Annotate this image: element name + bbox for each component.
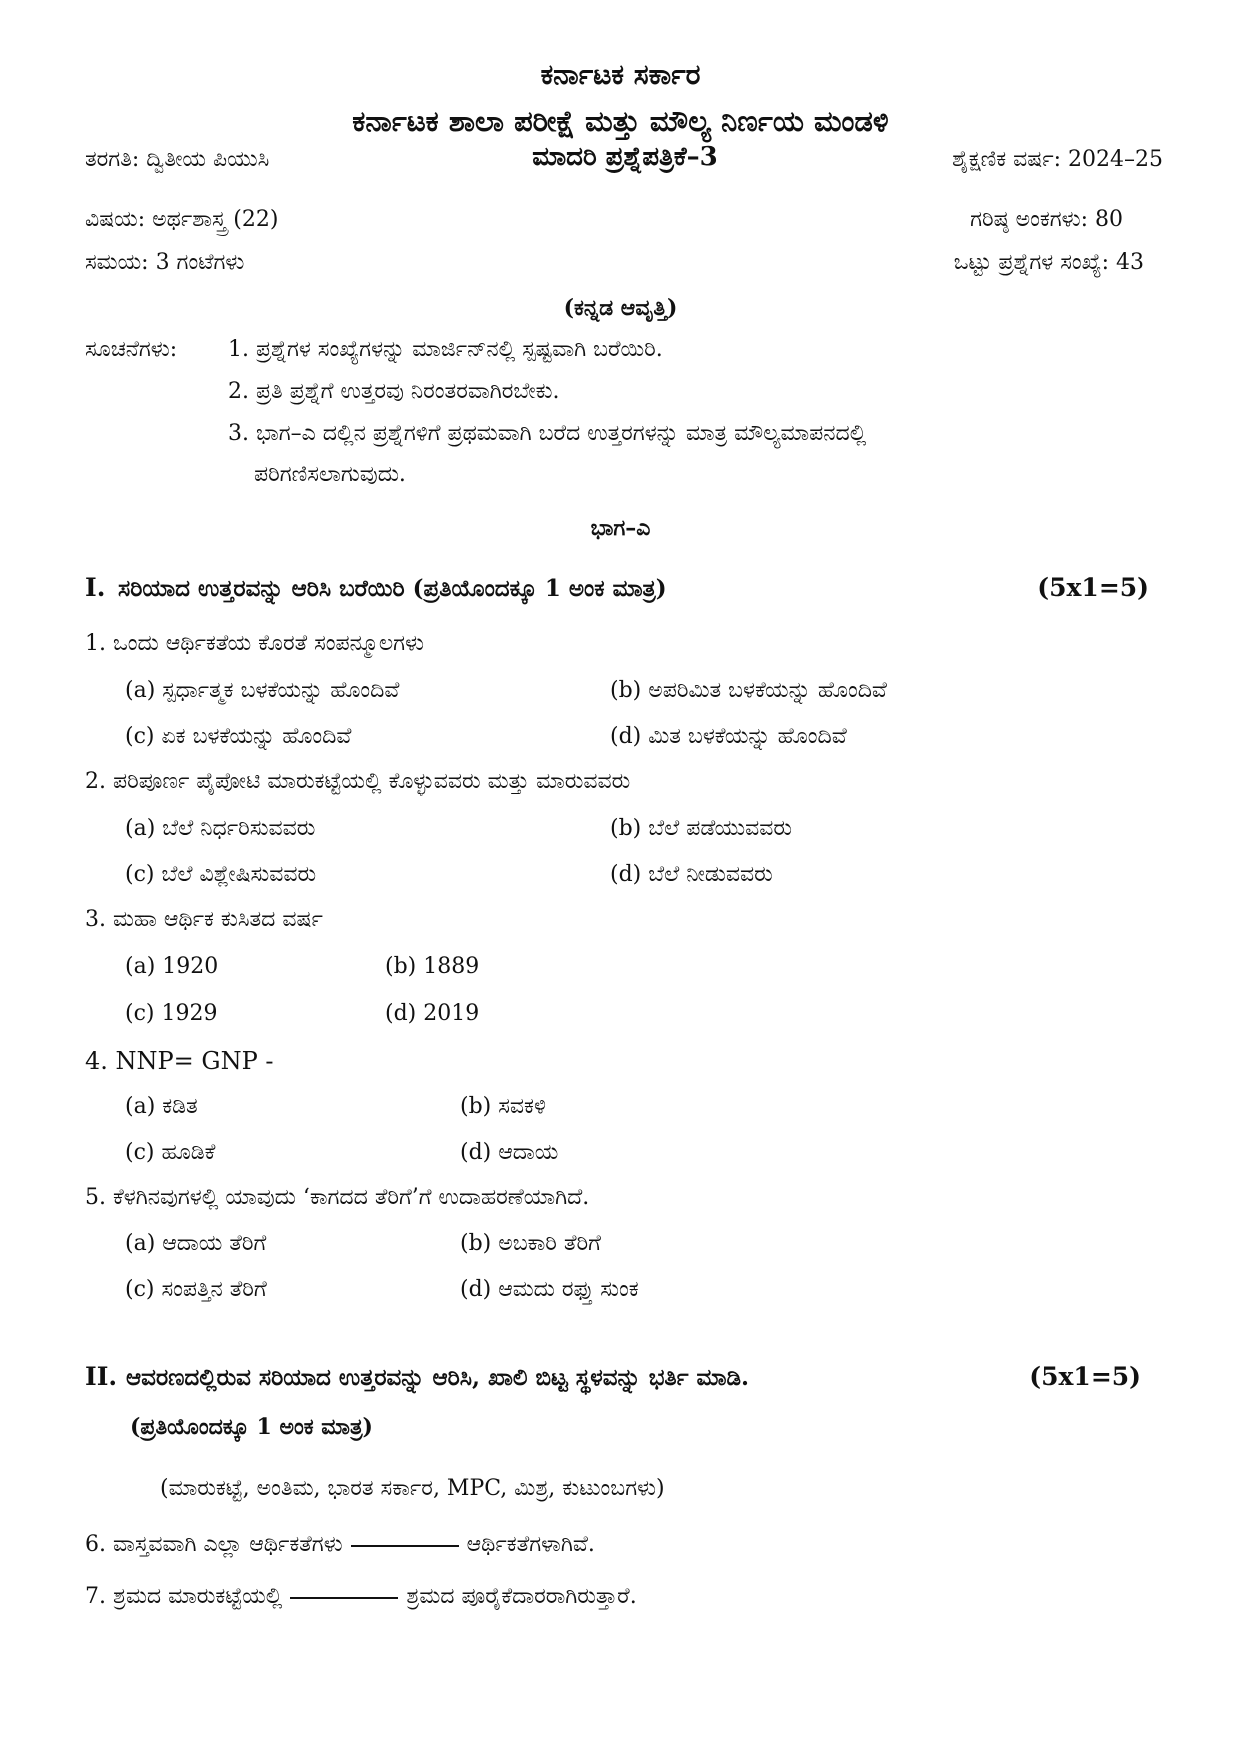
question-text-pre: 6. ವಾಸ್ತವವಾಗಿ ಎಲ್ಲಾ ಆರ್ಥಿಕತೆಗಳು	[85, 1532, 343, 1557]
option-d: (d) ಆದಾಯ	[460, 1140, 559, 1165]
subject-label: ವಿಷಯ: ಅರ್ಥಶಾಸ್ತ್ರ (22)	[85, 207, 279, 232]
instruction-item: ಪರಿಗಣಿಸಲಾಗುವುದು.	[254, 462, 406, 487]
option-c: (c) ಬೆಲೆ ವಿಶ್ಲೇಷಿಸುವವರು	[125, 862, 317, 887]
fill-blank-question	[85, 1584, 637, 1609]
option-c: (c) ಏಕ ಬಳಕೆಯನ್ನು ಹೊಂದಿವೆ	[125, 724, 352, 749]
question-stem: 4. NNP= GNP -	[85, 1047, 274, 1075]
option-a: (a) ಕಡಿತ	[125, 1094, 198, 1119]
question-stem: 3. ಮಹಾ ಆರ್ಥಿಕ ಕುಸಿತದ ವರ್ಷ	[85, 907, 323, 932]
board-heading: ಕರ್ನಾಟಕ ಶಾಲಾ ಪರೀಕ್ಷೆ ಮತ್ತು ಮೌಲ್ಯ ನಿರ್ಣಯ ಮಂಡಳಿ	[352, 104, 889, 138]
government-heading: ಕರ್ನಾಟಕ ಸರ್ಕಾರ	[540, 58, 701, 91]
section-title: ಸರಿಯಾದ ಉತ್ತರವನ್ನು ಆರಿಸಿ ಬರೆಯಿರಿ (ಪ್ರತಿಯೊಂದಕ್ಕೂ 1 ಅಂಕ ಮಾತ್ರ)	[118, 575, 667, 602]
option-a: (a) 1920	[125, 954, 219, 979]
question-stem: 1. ಒಂದು ಆರ್ಥಿಕತೆಯ ಕೊರತೆ ಸಂಪನ್ಮೂಲಗಳು	[85, 631, 425, 656]
instruction-item: 1. ಪ್ರಶ್ನೆಗಳ ಸಂಖ್ಯೆಗಳನ್ನು ಮಾರ್ಜಿನ್‌ನಲ್ಲಿ ಸ್ಪಷ್ಟವಾಗಿ ಬರೆಯಿರಿ.	[228, 337, 663, 362]
question-stem: 5. ಕೆಳಗಿನವುಗಳಲ್ಲಿ ಯಾವುದು ‘ಕಾಗದದ ತೆರಿಗೆ’ಗೆ ಉದಾಹರಣೆಯಾಗಿದೆ.	[85, 1185, 590, 1210]
option-b: (b) ಅಬಕಾರಿ ತೆರಿಗೆ	[460, 1231, 601, 1256]
option-c: (c) ಹೂಡಿಕೆ	[125, 1140, 216, 1165]
option-a: (a) ಆದಾಯ ತೆರಿಗೆ	[125, 1231, 267, 1256]
option-d: (d) ಮಿತ ಬಳಕೆಯನ್ನು ಹೊಂದಿವೆ	[610, 724, 847, 749]
option-b: (b) ಸವಕಳಿ	[460, 1094, 546, 1119]
question-stem: 2. ಪರಿಪೂರ್ಣ ಪೈಪೋಟಿ ಮಾರುಕಟ್ಟೆಯಲ್ಲಿ ಕೊಳ್ಳುವವರು ಮತ್ತು ಮಾರುವವರು	[85, 769, 631, 794]
part-heading: ಭಾಗ–ಎ	[590, 515, 651, 541]
option-d: (d) ಆಮದು ರಫ್ತು ಸುಂಕ	[460, 1277, 639, 1302]
option-a: (a) ಸ್ಪರ್ಧಾತ್ಮಕ ಬಳಕೆಯನ್ನು ಹೊಂದಿವೆ	[125, 678, 400, 703]
academic-year: ಶೈಕ್ಷಣಿಕ ವರ್ಷ: 2024–25	[952, 147, 1163, 172]
section-marks: (5x1=5)	[1037, 573, 1149, 602]
option-d: (d) 2019	[385, 1001, 480, 1026]
section-subtitle: (ಪ್ರತಿಯೊಂದಕ್ಕೂ 1 ಅಂಕ ಮಾತ್ರ)	[130, 1414, 373, 1440]
time-label: ಸಮಯ: 3 ಗಂಟೆಗಳು	[85, 250, 245, 275]
paper-title: ಮಾದರಿ ಪ್ರಶ್ನೆಪತ್ರಿಕೆ–3	[532, 142, 718, 172]
version-label: (ಕನ್ನಡ ಆವೃತ್ತಿ)	[563, 295, 678, 321]
section-marks: (5x1=5)	[1029, 1362, 1141, 1391]
instructions-label: ಸೂಚನೆಗಳು:	[85, 337, 178, 362]
question-text-pre: 7. ಶ್ರಮದ ಮಾರುಕಟ್ಟೆಯಲ್ಲಿ	[85, 1584, 283, 1609]
option-c: (c) ಸಂಪತ್ತಿನ ತೆರಿಗೆ	[125, 1277, 267, 1302]
option-c: (c) 1929	[125, 1001, 218, 1026]
fill-blank-question	[85, 1532, 595, 1557]
total-questions: ಒಟ್ಟು ಪ್ರಶ್ನೆಗಳ ಸಂಖ್ಯೆ: 43	[953, 250, 1144, 275]
question-text-post: ಆರ್ಥಿಕತೆಗಳಾಗಿವೆ.	[466, 1532, 595, 1557]
option-d: (d) ಬೆಲೆ ನೀಡುವವರು	[610, 862, 773, 887]
answer-blank	[290, 1595, 398, 1599]
class-label: ತರಗತಿ: ದ್ವಿತೀಯ ಪಿಯುಸಿ	[85, 147, 270, 172]
option-a: (a) ಬೆಲೆ ನಿರ್ಧರಿಸುವವರು	[125, 816, 316, 841]
section-number: I.	[85, 573, 106, 602]
option-b: (b) ಬೆಲೆ ಪಡೆಯುವವರು	[610, 816, 793, 841]
option-b: (b) 1889	[385, 954, 480, 979]
option-b: (b) ಅಪರಿಮಿತ ಬಳಕೆಯನ್ನು ಹೊಂದಿವೆ	[610, 678, 887, 703]
section-title: ಆವರಣದಲ್ಲಿರುವ ಸರಿಯಾದ ಉತ್ತರವನ್ನು ಆರಿಸಿ, ಖಾಲಿ ಬಿಟ್ಟ ಸ್ಥಳವನ್ನು ಭರ್ತಿ ಮಾಡಿ.	[126, 1364, 750, 1391]
instruction-item: 2. ಪ್ರತಿ ಪ್ರಶ್ನೆಗೆ ಉತ್ತರವು ನಿರಂತರವಾಗಿರಬೇಕು.	[228, 379, 560, 404]
instruction-item: 3. ಭಾಗ–ಎ ದಲ್ಲಿನ ಪ್ರಶ್ನೆಗಳಿಗೆ ಪ್ರಥಮವಾಗಿ ಬರೆದ ಉತ್ತರಗಳನ್ನು ಮಾತ್ರ ಮೌಲ್ಯಮಾಪನದಲ್ಲಿ	[228, 421, 867, 446]
answer-options: (ಮಾರುಕಟ್ಟೆ, ಅಂತಿಮ, ಭಾರತ ಸರ್ಕಾರ, MPC, ಮಿಶ್ರ, ಕುಟುಂಬಗಳು)	[160, 1476, 665, 1501]
max-marks: ಗರಿಷ್ಠ ಅಂಕಗಳು: 80	[970, 207, 1123, 232]
question-text-post: ಶ್ರಮದ ಪೂರೈಕೆದಾರರಾಗಿರುತ್ತಾರೆ.	[406, 1584, 637, 1609]
answer-blank	[351, 1543, 459, 1547]
section-number: II.	[85, 1362, 118, 1391]
